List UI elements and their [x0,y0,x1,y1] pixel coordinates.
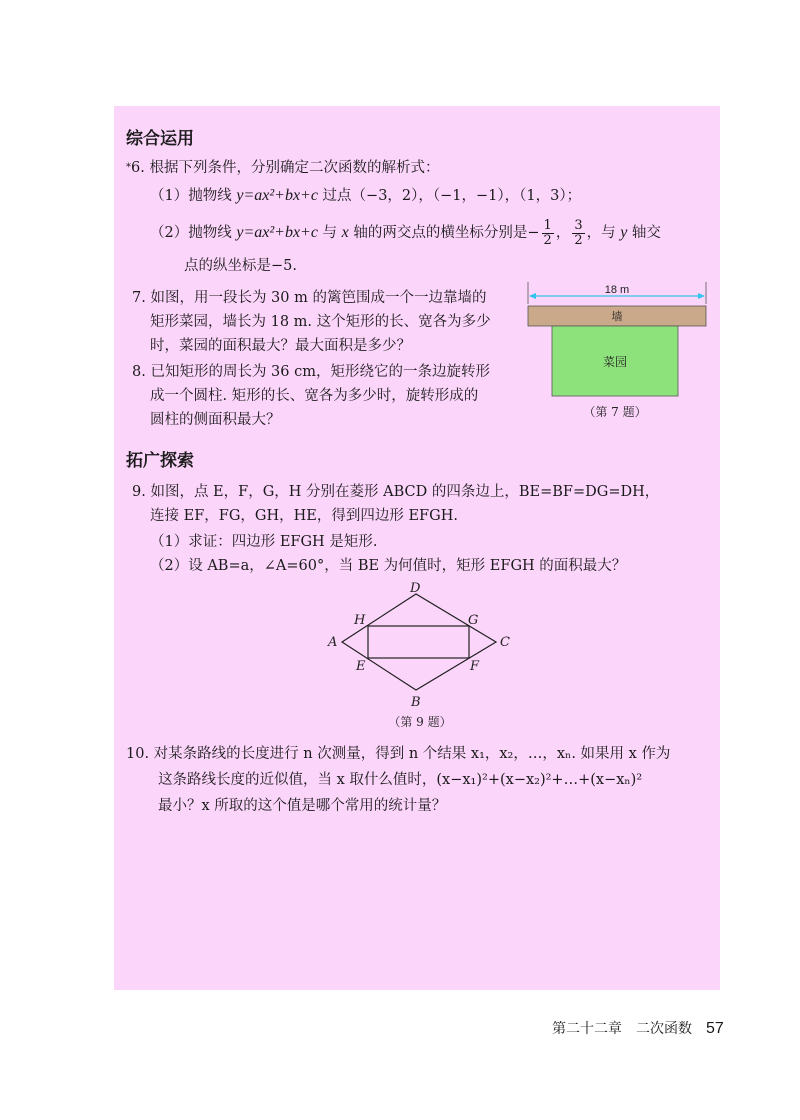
point-label-c: C [500,635,510,650]
question-8-line-3: 圆柱的侧面积最大？ [150,412,281,428]
part-text: 轴交 [631,225,661,241]
numerator: 3 [574,217,583,233]
dimension-label: 18 m [604,284,630,296]
formula: y=ax²+bx+c [236,187,318,204]
question-10-line-2: 这条路线长度的近似值，当 x 取什么值时，(x−x₁)²+(x−x₂)²+…+(x−xₙ)² [158,772,643,788]
part-text: 过点（−3，2），（−1，−1），（1，3）； [322,188,582,204]
page-footer [552,1018,724,1038]
question-6-text: 根据下列条件，分别确定二次函数的解析式： [149,160,440,176]
denominator: 2 [574,232,583,248]
figure-9-caption: （第 9 题） [388,715,452,729]
part-text: 抛物线 [188,188,232,204]
part-text: 轴的两交点的横坐标分别是− [353,225,540,241]
question-8-line-2: 成一个圆柱. 矩形的长、宽各为多少时，旋转形成的 [150,388,479,404]
page-number: 57 [706,1020,724,1037]
question-9-line-1: 9. 如图，点 E，F，G，H 分别在菱形 ABCD 的四条边上，BE=BF=DG=DH， [132,484,660,500]
figure-9-rhombus-diagram [320,580,520,730]
fraction-one-half [542,219,554,248]
question-7-line-1: 7. 如图，用一段长为 30 m 的篱笆围成一个一边靠墙的 [132,290,487,306]
section-heading-extension: 拓广探索 [126,451,194,471]
question-8-line-1: 8. 已知矩形的周长为 36 cm，矩形绕它的一条边旋转形 [132,364,490,380]
part-text: 抛物线 [188,225,232,241]
point-label-a: A [328,635,338,650]
question-10-line-3: 最小？x 所取的这个值是哪个常用的统计量？ [158,798,447,814]
formula: y=ax²+bx+c [236,224,318,241]
question-7-line-2: 矩形菜园，墙长为 18 m. 这个矩形的长、宽各为多少 [150,314,491,330]
question-6-part-2-continued: 点的纵坐标是−5. [184,258,297,274]
rhombus-abcd [342,594,496,690]
arrowhead-left-icon [529,293,536,299]
part-text: ， [555,225,571,241]
section-heading-comprehensive: 综合运用 [126,129,194,149]
part-text: 与 [322,225,338,241]
question-6-part-2 [150,216,661,250]
question-10-line-1: 10. 对某条路线的长度进行 n 次测量，得到 n 个结果 x₁，x₂，…，xₙ. 如果用 x 作为 [126,746,671,762]
chapter-title: 第二十二章 二次函数 [552,1021,692,1037]
point-label-h: H [354,613,366,628]
arrowhead-right-icon [698,293,705,299]
question-6-number: 6. [131,160,145,176]
point-label-e: E [356,659,366,674]
part-text: ，与 [586,225,616,241]
part-label: （2） [150,225,189,241]
question-6-part-1 [150,186,581,206]
figure-7-caption: （第 7 题） [583,405,647,419]
question-9-part-1: （1）求证：四边形 EFGH 是矩形. [150,534,378,550]
point-label-f: F [470,659,480,674]
question-6-stem [126,158,439,178]
garden-label: 菜园 [602,355,628,369]
fraction-three-halves [572,219,584,248]
variable: y [620,224,628,241]
question-9-line-2: 连接 EF，FG，GH，HE，得到四边形 EFGH. [150,508,458,524]
optional-star: * [126,162,131,173]
point-label-d: D [410,581,421,596]
numerator: 1 [543,217,552,233]
variable: x [341,224,349,241]
point-label-b: B [411,695,421,710]
point-label-g: G [468,613,479,628]
figure-7-garden-diagram [520,280,716,430]
denominator: 2 [543,232,552,248]
question-9-part-2: （2）设 AB=a，∠A=60°，当 BE 为何值时，矩形 EFGH 的面积最大？ [150,558,627,574]
question-7-line-3: 时，菜园的面积最大？最大面积是多少？ [150,338,411,354]
rectangle-efgh [368,626,469,658]
part-label: （1） [150,188,189,204]
wall-label: 墙 [611,310,623,323]
